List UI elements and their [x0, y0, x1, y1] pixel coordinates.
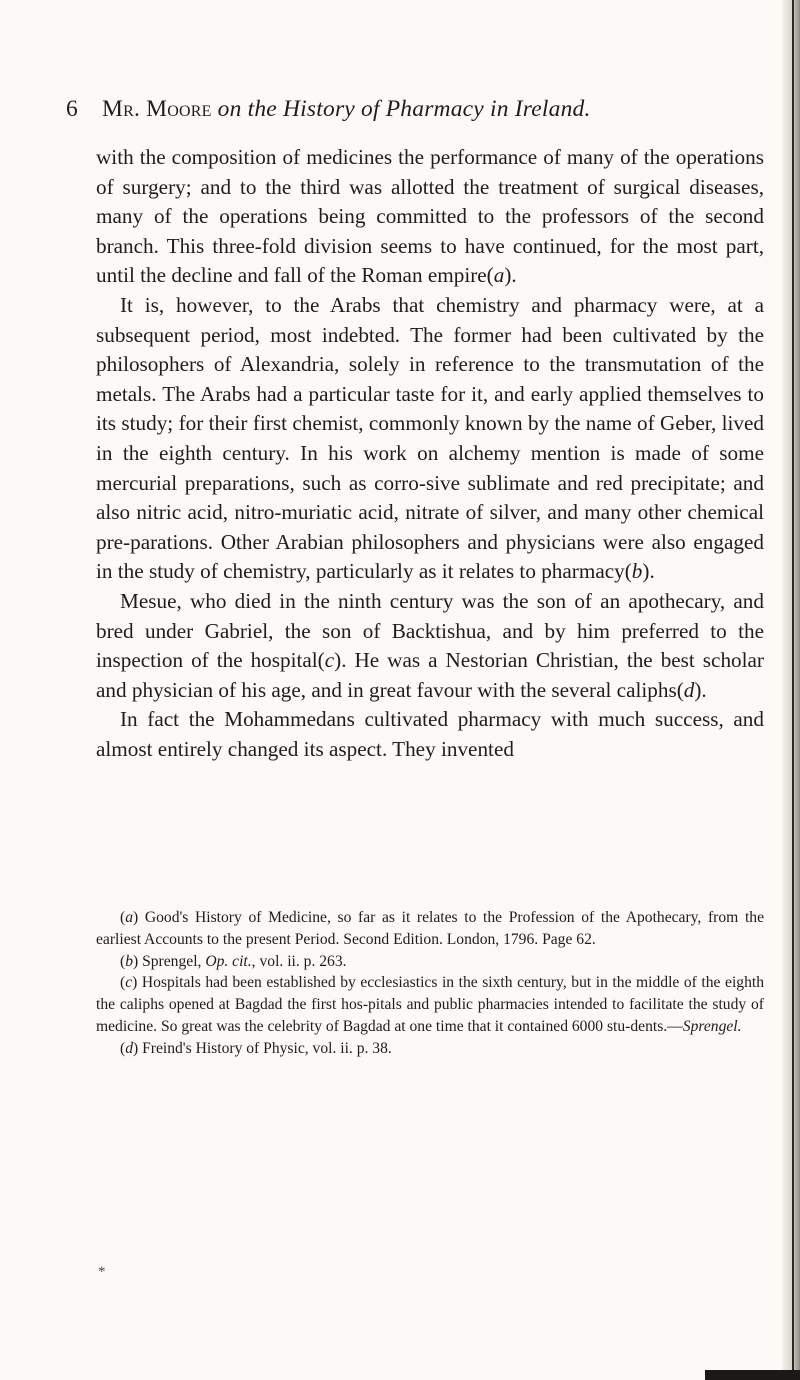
text-run: ( — [120, 974, 126, 992]
page-edge-shadow — [782, 0, 800, 1380]
signature-mark: * — [98, 1264, 106, 1280]
italic-text: Sprengel. — [682, 1017, 742, 1035]
running-head-author: Mr. Moore — [102, 96, 212, 122]
paragraph — [96, 143, 764, 291]
text-run: , vol. ii. p. 263. — [251, 952, 347, 970]
text-run: ( — [120, 1039, 126, 1057]
running-head — [66, 96, 736, 123]
italic-text: Op. cit. — [205, 952, 252, 970]
page-edge-line — [792, 0, 794, 1380]
italic-text: d — [125, 1039, 133, 1057]
text-run: ). — [504, 263, 517, 288]
italic-text: c — [324, 648, 335, 673]
text-run: ) Sprengel, — [133, 952, 206, 970]
text-run: ( — [120, 952, 126, 970]
text-run: ) Good's History of Medicine, so far as it relates to the Profession of the Apothecary, from the earliest Accounts to the present Period. Second Edition. London, 1796. Page 62. — [96, 909, 764, 948]
text-run: ) Hospitals had been established by ecclesiastics in the sixth century, but in the middle of the eighth the caliphs opened at Bagdad the first hos-pitals and public pharmacies intended to facilitate the study of medicine. So great was the celebrity of Bagdad at one time that it contained 6000 stu-dents.— — [96, 974, 764, 1035]
italic-text: b — [631, 559, 643, 584]
italic-text: d — [683, 677, 695, 702]
text-run: ). — [642, 559, 655, 584]
paragraph — [96, 587, 764, 705]
body-text — [96, 143, 764, 764]
footnote — [96, 951, 764, 973]
footnotes — [96, 907, 764, 1060]
footnote — [96, 1038, 764, 1060]
binding-corner-mark — [705, 1370, 800, 1380]
text-run: ). — [694, 677, 707, 702]
text-run: ). He was a Nestorian Christian, the best scholar and physician of his age, and in great favour with the several caliphs( — [96, 648, 764, 702]
paragraph — [96, 291, 764, 587]
paragraph — [96, 705, 764, 764]
text-run: ) Freind's History of Physic, vol. ii. p. 38. — [133, 1039, 392, 1057]
footnote — [96, 972, 764, 1037]
text-run: ( — [120, 909, 126, 926]
text-run: with the composition of medicines the performance of many of the operations of surgery; and to the third was allotted the treatment of surgical diseases, many of the operations being committed to the professors of the second branch. This three-fold division seems to have continued, for the most part, until the decline and fall of the Roman empire( — [96, 145, 764, 288]
italic-text: b — [125, 952, 133, 970]
footnote — [96, 907, 764, 951]
italic-text: c — [125, 974, 133, 992]
italic-text: a — [493, 263, 505, 288]
text-run: In fact the Mohammedans cultivated pharmacy with much success, and almost entirely changed its aspect. They invented — [96, 707, 764, 761]
text-run: It is, however, to the Arabs that chemistry and pharmacy were, at a subsequent period, most indebted. The former had been cultivated by the philosophers of Alexandria, solely in reference to the transmutation of the metals. The Arabs had a particular taste for it, and early applied themselves to its study; for their first chemist, commonly known by the name of Geber, lived in the eighth century. In his work on alchemy mention is made of some mercurial preparations, such as corro-sive sublimate and red precipitate; and also nitric acid, nitro-muriatic acid, nitrate of silver, and many other chemical pre-parations. Other Arabian philosophers and physicians were also engaged in the study of chemistry, particularly as it relates to pharmacy( — [96, 292, 764, 584]
italic-text: a — [125, 909, 133, 926]
running-head-title: on the History of Pharmacy in Ireland. — [217, 96, 591, 122]
page-number: 6 — [66, 96, 78, 122]
text-run: Mesue, who died in the ninth century was the son of an apothecary, and bred under Gabriel, the son of Backtishua, and by him preferred to the inspection of the hospital( — [96, 588, 764, 673]
